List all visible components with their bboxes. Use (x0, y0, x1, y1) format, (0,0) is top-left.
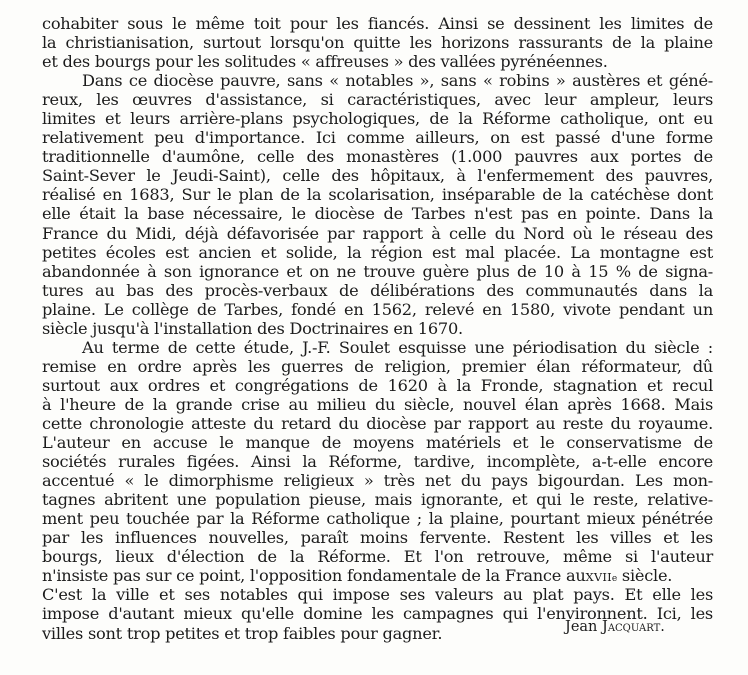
century-roman-numeral: XVII (585, 570, 612, 585)
text-line: la christianisation, surtout lorsqu'on quitte les horizons rassurants de la plaine (42, 33, 713, 53)
text-line: limites et leurs arrière-plans psychologiques, de la Réforme catholique, ont eu (42, 109, 713, 129)
century-superscript: e (611, 574, 617, 585)
paragraph-3 (42, 338, 713, 643)
text-line: remise en ordre après les guerres de religion, premier élan réformateur, dû (42, 356, 713, 376)
text-line: et des bourgs pour les solitudes « affreuses » des vallées pyrénéennes. (42, 52, 608, 72)
author-last-name: Jacquart (602, 619, 661, 635)
text-line: relativement peu d'importance. Ici comme ailleurs, on est passé d'une forme (42, 128, 713, 148)
text-line: cohabiter sous le même toit pour les fiancés. Ainsi se dessinent les limites de (42, 14, 713, 33)
text-line: C'est la ville et ses notables qui impose ses valeurs au plat pays. Et elle les (42, 585, 713, 605)
author-first-name: Jean (565, 619, 598, 635)
text-line: ment peu touchée par la Réforme catholique ; la plaine, pourtant mieux pénétrée (42, 509, 713, 529)
text-line: France du Midi, déjà défavorisée par rapport à celle du Nord où le réseau des (42, 223, 713, 243)
text-line: Au terme de cette étude, J.-F. Soulet esquisse une périodisation du siècle : (82, 337, 713, 357)
text-line: Dans ce diocèse pauvre, sans « notables », sans « robins » austères et géné- (82, 71, 713, 91)
text-line: par les influences nouvelles, paraît moins fervente. Restent les villes et les (42, 528, 713, 548)
text-line: cette chronologie atteste du retard du diocèse par rapport au reste du royaume. (42, 413, 713, 433)
text-line: sociétés rurales figées. Ainsi la Réforme, tardive, incomplète, a-t-elle encore (42, 452, 713, 472)
text-line: impose d'autant mieux qu'elle domine les campagnes qui l'environnent. Ici, les (42, 604, 713, 624)
text-line: traditionnelle d'aumône, celle des monastères (1.000 pauvres aux portes de (42, 147, 713, 167)
text-line: surtout aux ordres et congrégations de 1620 à la Fronde, stagnation et recul (42, 375, 713, 395)
text-line: tagnes abritent une population pieuse, mais ignorante, et qui le reste, relative- (42, 490, 713, 510)
text-line: petites écoles est ancien et solide, la région est mal placée. La montagne est (42, 242, 713, 262)
text-line: siècle jusqu'à l'installation des Doctrinaires en 1670. (42, 318, 463, 338)
text-line: tures au bas des procès-verbaux de délibérations des communautés dans la (42, 280, 713, 300)
text-line: Saint-Sever le Jeudi-Saint), celle des hôpitaux, à l'enfermement des pauvres, (42, 166, 713, 186)
text-line: abandonnée à son ignorance et on ne trouve guère plus de 10 à 15 % de signa- (42, 261, 713, 281)
signature-period: . (660, 619, 665, 635)
text-line: plaine. Le collège de Tarbes, fondé en 1562, relevé en 1580, vivote pendant un (42, 299, 713, 319)
paragraph-1 (42, 14, 713, 71)
paragraph-2 (42, 71, 713, 338)
text-fragment: siècle. (617, 566, 673, 586)
text-line: elle était la base nécessaire, le diocèse de Tarbes n'est pas en pointe. Dans la (42, 204, 713, 224)
text-line-century (42, 566, 713, 585)
text-line: villes sont trop petites et trop faibles pour gagner. (42, 623, 443, 643)
text-line: accentué « le dimorphisme religieux » très net du pays bigourdan. Les mon- (42, 471, 713, 491)
text-line: reux, les œuvres d'assistance, si caractéristiques, avec leur ampleur, leurs (42, 90, 713, 110)
author-signature (565, 619, 665, 635)
text-line: bourgs, lieux d'élection de la Réforme. Et l'on retrouve, même si l'auteur (42, 547, 713, 567)
text-fragment: n'insiste pas sur ce point, l'opposition fondamentale de la France au (42, 566, 586, 586)
text-line: réalisé en 1683, Sur le plan de la scolarisation, inséparable de la catéchèse dont (42, 185, 713, 205)
article-body (42, 14, 713, 643)
text-line: L'auteur en accuse le manque de moyens matériels et le conservatisme de (42, 433, 713, 453)
text-line: à l'heure de la grande crise au milieu du siècle, nouvel élan après 1668. Mais (42, 394, 713, 414)
